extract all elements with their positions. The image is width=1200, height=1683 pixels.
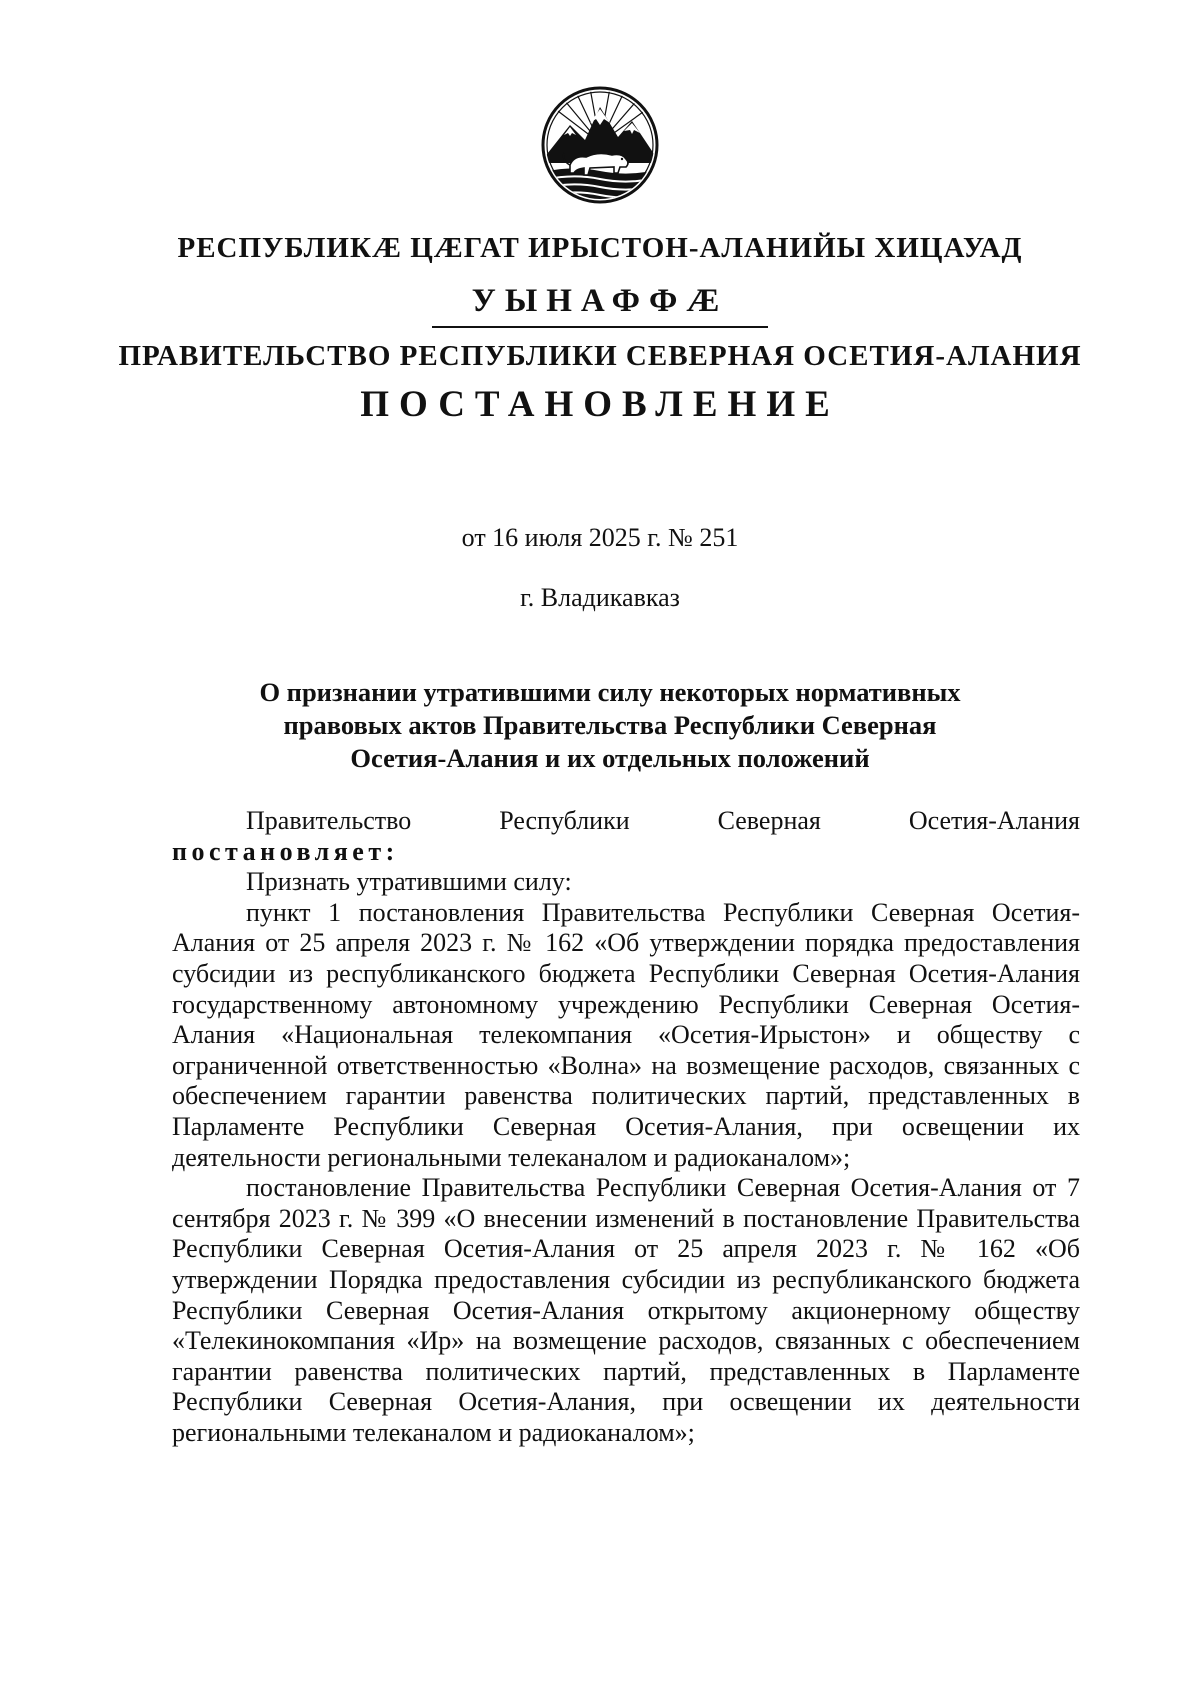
repealed-item: пункт 1 постановления Правительства Республики Северная Осетия-Алания от 25 апреля 2023 г. № 162 «Об утверждении порядка предоставления субсидии из республиканского бюджета Республики Северная Осетия-Алания государственному автономному учреждению Республики Северная Осетия-Алания «Национальная телекомпания «Осетия-Ирыстон» и обществу с ограниченной ответственностью «Волна» на возмещение расходов, связанных с обеспечением гарантии равенства политических партий, представленных в Парламенте Республики Северная Осетия-Алания, при освещении их деятельности региональными телеканалом и радиоканалом»; (172, 897, 1080, 1172)
document-body (172, 806, 1080, 1448)
subject-line: О признании утратившими силу некоторых нормативных (259, 677, 961, 707)
russian-government-title: ПРАВИТЕЛЬСТВО РЕСПУБЛИКИ СЕВЕРНАЯ ОСЕТИЯ-АЛАНИЯ (118, 340, 1082, 372)
subject-line: Осетия-Алания и их отдельных положений (350, 743, 870, 773)
city: г. Владикавказ (520, 583, 680, 612)
ossetian-government-title: РЕСПУБЛИКÆ ЦÆГАТ ИРЫСТОН-АЛАНИЙЫ ХИЦАУАД (177, 232, 1023, 264)
intro-verb: постановляет: (172, 836, 399, 866)
repealed-item: постановление Правительства Республики Северная Осетия-Алания от 7 сентября 2023 г. № 399 «О внесении изменений в постановление Правительства Республики Северная Осетия-Алания от 25 апреля 2023 г. № 162 «Об утверждении Порядка предоставления субсидии из республиканского бюджета Республики Северная Осетия-Алания открытому акционерному обществу «Телекинокомпания «Ир» на возмещение расходов, связанных с обеспечением гарантии равенства политических партий, представленных в Парламенте Республики Северная Осетия-Алания, при освещении их деятельности региональными телеканалом и радиоканалом»; (172, 1173, 1080, 1447)
header-divider (432, 326, 768, 328)
russian-doc-type: ПОСТАНОВЛЕНИЕ (360, 384, 840, 425)
subject-line: правовых актов Правительства Республики Северная (283, 710, 937, 740)
document-subject (230, 676, 990, 775)
ossetian-doc-type: УЫНАФФÆ (471, 283, 729, 319)
recognize-clause: Признать утратившими силу: (246, 867, 572, 897)
intro-lead: Правительство Республики Северная Осетия-Алания (246, 806, 1080, 835)
date-and-number: от 16 июля 2025 г. № 251 (461, 523, 739, 552)
coat-of-arms-emblem (540, 85, 660, 205)
